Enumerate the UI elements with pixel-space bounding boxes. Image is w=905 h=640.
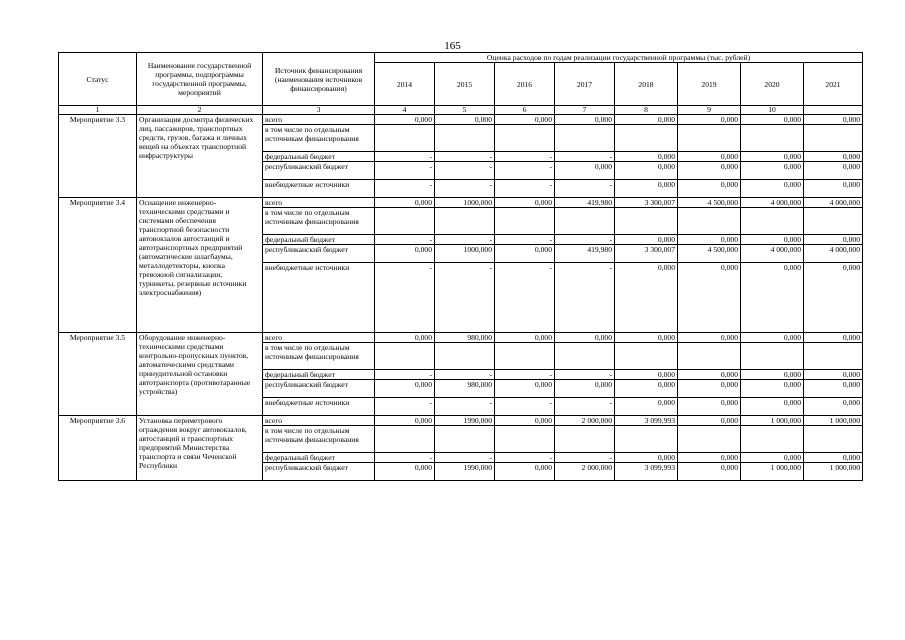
expense-value: 0,000 [615, 115, 678, 125]
expense-value: 0,000 [495, 416, 555, 426]
expense-value: - [375, 235, 435, 245]
expense-value: 0,000 [678, 115, 741, 125]
funding-source: внебюджетные источники [263, 180, 375, 198]
expense-value: 0,000 [495, 463, 555, 481]
column-index: 3 [263, 106, 375, 115]
expense-value: - [555, 453, 615, 463]
measure-status: Мероприятие 3.4 [59, 198, 137, 333]
expense-value: 0,000 [804, 380, 863, 398]
expense-value: - [435, 263, 495, 333]
expense-value: - [495, 398, 555, 416]
expense-value: 0,000 [678, 416, 741, 426]
expense-value: 0,000 [555, 380, 615, 398]
expense-value [678, 208, 741, 235]
column-index: 5 [435, 106, 495, 115]
header-year: 2017 [555, 63, 615, 106]
expense-value: 0,000 [804, 235, 863, 245]
expense-value: - [435, 370, 495, 380]
expense-value [804, 125, 863, 152]
expense-value: 3 300,007 [615, 198, 678, 208]
funding-source: внебюджетные источники [263, 263, 375, 333]
expense-value [375, 208, 435, 235]
expense-value: - [375, 180, 435, 198]
expense-value [741, 426, 804, 453]
expense-value: 0,000 [804, 115, 863, 125]
expense-value: - [495, 180, 555, 198]
expense-value [615, 426, 678, 453]
expense-value [804, 343, 863, 370]
expense-value [375, 343, 435, 370]
expense-value [615, 343, 678, 370]
expense-value [555, 426, 615, 453]
expense-value: 0,000 [615, 453, 678, 463]
expense-value: 0,000 [804, 453, 863, 463]
measure-status: Мероприятие 3.3 [59, 115, 137, 198]
header-estimate: Оценка расходов по годам реализации государственной программы (тыс. рублей) [375, 53, 863, 63]
expense-value: 0,000 [678, 380, 741, 398]
expense-value: - [495, 152, 555, 162]
expense-value: 0,000 [804, 152, 863, 162]
column-index [804, 106, 863, 115]
expense-value [804, 208, 863, 235]
funding-source: всего [263, 333, 375, 343]
expense-value: 4 500,000 [678, 198, 741, 208]
table-row [59, 115, 863, 125]
funding-source: всего [263, 416, 375, 426]
expense-value: 0,000 [375, 416, 435, 426]
expense-value: - [495, 235, 555, 245]
expense-value: 0,000 [678, 463, 741, 481]
measure-name: Оборудование инженерно-техническими средствами контрольно-пропускных пунктов, автоматическими средствами принудительной остановки автотранспорта (противотаранные устройства) [137, 333, 263, 416]
expense-value: 2 000,000 [555, 463, 615, 481]
expense-value [375, 426, 435, 453]
column-index: 10 [741, 106, 804, 115]
expense-value: - [435, 180, 495, 198]
expense-value: 3 099,993 [615, 463, 678, 481]
expense-value: 419,980 [555, 198, 615, 208]
expense-value [435, 426, 495, 453]
expense-value: 0,000 [741, 380, 804, 398]
measure-name: Оснащение инженерно-техническими средствами и системами обеспечения транспортной безопасности автовокзалов автостанций и автотранспортных предприятий (автоматические шлагбаумы, металлодетекторы, кнопка тревожной сигнализации, турникеты, резервные источники электроснабжения) [137, 198, 263, 333]
column-index: 1 [59, 106, 137, 115]
expense-value [375, 125, 435, 152]
expense-value: - [495, 370, 555, 380]
expense-value [804, 426, 863, 453]
measure-status: Мероприятие 3.5 [59, 333, 137, 416]
expense-value: 0,000 [804, 333, 863, 343]
expense-value: 0,000 [678, 370, 741, 380]
expense-value: 0,000 [741, 333, 804, 343]
expense-value: 4 000,000 [804, 198, 863, 208]
header-status: Статус [59, 53, 137, 106]
expense-value: 0,000 [495, 380, 555, 398]
expense-value: 2 000,000 [555, 416, 615, 426]
expense-value [678, 125, 741, 152]
measure-name: Установка периметрового ограждения вокруг автовокзалов, автостанций и транспортных предприятий Министерства транспорта и связи Чеченской Республики [137, 416, 263, 481]
expense-value: 1 000,000 [741, 463, 804, 481]
column-index: 2 [137, 106, 263, 115]
budget-table [58, 52, 863, 481]
funding-source: федеральный бюджет [263, 152, 375, 162]
header-source: Источник финансирования (наименования источников финансирования) [263, 53, 375, 106]
funding-source: республиканский бюджет [263, 245, 375, 263]
expense-value: 0,000 [741, 115, 804, 125]
expense-value: - [435, 162, 495, 180]
expense-value [741, 125, 804, 152]
table-body [59, 115, 863, 481]
expense-value: - [435, 398, 495, 416]
expense-value: 0,000 [375, 333, 435, 343]
expense-value: 0,000 [495, 198, 555, 208]
expense-value: 0,000 [678, 162, 741, 180]
expense-value: - [375, 398, 435, 416]
column-index: 4 [375, 106, 435, 115]
expense-value [741, 343, 804, 370]
funding-source: всего [263, 115, 375, 125]
table-row [59, 198, 863, 208]
expense-value [495, 426, 555, 453]
funding-source: в том числе по отдельным источникам финансирования [263, 125, 375, 152]
header-year: 2021 [804, 63, 863, 106]
expense-value: 0,000 [678, 398, 741, 416]
expense-value [678, 426, 741, 453]
table-row [59, 333, 863, 343]
expense-value: 1 000,000 [804, 416, 863, 426]
column-index: 8 [615, 106, 678, 115]
expense-value: - [555, 152, 615, 162]
expense-value: 0,000 [741, 162, 804, 180]
expense-value: 0,000 [555, 333, 615, 343]
expense-value [615, 125, 678, 152]
expense-value: - [435, 235, 495, 245]
expense-value: 0,000 [615, 370, 678, 380]
expense-value: - [495, 453, 555, 463]
expense-value: 0,000 [375, 380, 435, 398]
expense-value [435, 125, 495, 152]
expense-value [555, 343, 615, 370]
expense-value: 0,000 [804, 263, 863, 333]
expense-value: - [375, 370, 435, 380]
expense-value: 0,000 [615, 333, 678, 343]
expense-value: 3 300,007 [615, 245, 678, 263]
expense-value: 4 000,000 [741, 198, 804, 208]
expense-value: 0,000 [741, 453, 804, 463]
expense-value: - [555, 180, 615, 198]
expense-value [495, 208, 555, 235]
header-year: 2015 [435, 63, 495, 106]
funding-source: федеральный бюджет [263, 370, 375, 380]
expense-value: - [555, 370, 615, 380]
expense-value: 0,000 [741, 370, 804, 380]
expense-value [741, 208, 804, 235]
expense-value: 0,000 [435, 115, 495, 125]
expense-value: - [555, 235, 615, 245]
header-year: 2014 [375, 63, 435, 106]
expense-value: 0,000 [678, 235, 741, 245]
expense-value: 0,000 [741, 180, 804, 198]
expense-value: 0,000 [615, 263, 678, 333]
measure-status: Мероприятие 3.6 [59, 416, 137, 481]
table-row [59, 416, 863, 426]
expense-value: 4 000,000 [741, 245, 804, 263]
funding-source: республиканский бюджет [263, 162, 375, 180]
expense-value: 0,000 [741, 235, 804, 245]
expense-value: 0,000 [615, 162, 678, 180]
expense-value [495, 125, 555, 152]
expense-value: 980,000 [435, 333, 495, 343]
expense-value: 0,000 [741, 263, 804, 333]
expense-value: 1990,000 [435, 463, 495, 481]
header-year: 2019 [678, 63, 741, 106]
header-year: 2018 [615, 63, 678, 106]
expense-value: - [495, 162, 555, 180]
expense-value: 0,000 [375, 198, 435, 208]
funding-source: в том числе по отдельным источникам финансирования [263, 426, 375, 453]
expense-value: 0,000 [615, 380, 678, 398]
expense-value: - [375, 263, 435, 333]
table-header [59, 53, 863, 115]
expense-value [555, 125, 615, 152]
expense-value: 4 500,000 [678, 245, 741, 263]
expense-value: 0,000 [375, 463, 435, 481]
expense-value [678, 343, 741, 370]
header-year: 2020 [741, 63, 804, 106]
expense-value: 0,000 [678, 333, 741, 343]
header-year: 2016 [495, 63, 555, 106]
expense-value: 0,000 [375, 115, 435, 125]
expense-value: 0,000 [495, 245, 555, 263]
expense-value: 0,000 [741, 152, 804, 162]
funding-source: внебюджетные источники [263, 398, 375, 416]
expense-value: 0,000 [804, 398, 863, 416]
funding-source: в том числе по отдельным источникам финансирования [263, 343, 375, 370]
expense-value: 0,000 [678, 453, 741, 463]
funding-source: республиканский бюджет [263, 463, 375, 481]
expense-value [495, 343, 555, 370]
expense-value: - [375, 162, 435, 180]
expense-value: 0,000 [615, 152, 678, 162]
expense-value: 0,000 [804, 370, 863, 380]
expense-value: - [555, 263, 615, 333]
expense-value: 419,980 [555, 245, 615, 263]
expense-value: 0,000 [804, 162, 863, 180]
funding-source: всего [263, 198, 375, 208]
expense-value: 4 000,000 [804, 245, 863, 263]
expense-value: 1 000,000 [741, 416, 804, 426]
expense-value: 0,000 [555, 162, 615, 180]
expense-value: 0,000 [678, 180, 741, 198]
funding-source: республиканский бюджет [263, 380, 375, 398]
expense-value: 1000,000 [435, 198, 495, 208]
header-name: Наименование государственной программы, подпрограммы государственной программы, мероприятий [137, 53, 263, 106]
expense-value: 1990,000 [435, 416, 495, 426]
expense-value: 0,000 [615, 180, 678, 198]
column-index: 9 [678, 106, 741, 115]
expense-value [435, 208, 495, 235]
expense-value: 980,000 [435, 380, 495, 398]
expense-value: 0,000 [741, 398, 804, 416]
funding-source: федеральный бюджет [263, 235, 375, 245]
expense-value: 1 000,000 [804, 463, 863, 481]
expense-value: - [375, 152, 435, 162]
expense-value [435, 343, 495, 370]
expense-value: - [495, 263, 555, 333]
page-number: 165 [444, 40, 461, 52]
expense-value: 1000,000 [435, 245, 495, 263]
expense-value: 0,000 [555, 115, 615, 125]
expense-value: 0,000 [804, 180, 863, 198]
expense-value: 0,000 [495, 115, 555, 125]
funding-source: в том числе по отдельным источникам финансирования [263, 208, 375, 235]
expense-value: 0,000 [495, 333, 555, 343]
expense-value: 0,000 [678, 152, 741, 162]
expense-value: - [375, 453, 435, 463]
expense-value: 0,000 [615, 398, 678, 416]
expense-value [615, 208, 678, 235]
column-index: 7 [555, 106, 615, 115]
expense-value: - [435, 152, 495, 162]
funding-source: федеральный бюджет [263, 453, 375, 463]
expense-value: 3 099,993 [615, 416, 678, 426]
expense-value: 0,000 [375, 245, 435, 263]
expense-value [555, 208, 615, 235]
measure-name: Организация досмотра физических лиц, пассажиров, транспортных средств, грузов, багажа и личных вещей на объектах транспортной инфраструктуры [137, 115, 263, 198]
column-index: 6 [495, 106, 555, 115]
expense-value: - [555, 398, 615, 416]
expense-value: - [435, 453, 495, 463]
expense-value: 0,000 [615, 235, 678, 245]
expense-value: 0,000 [678, 263, 741, 333]
